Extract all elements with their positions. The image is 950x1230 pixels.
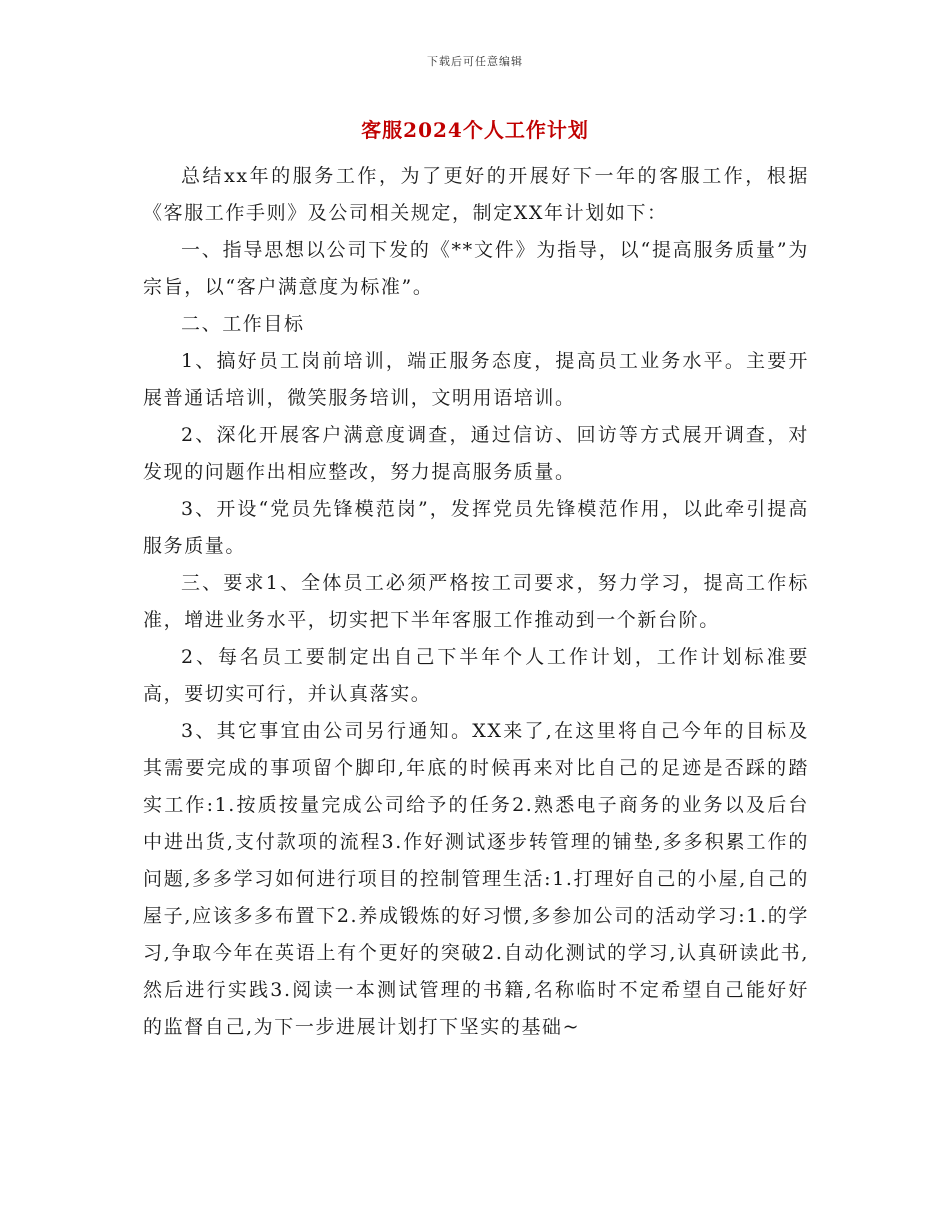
paragraph-goals-heading: 二、工作目标 — [181, 313, 305, 335]
document-title: 客服2024个人工作计划 — [361, 118, 589, 142]
header-note: 下载后可任意编辑 — [427, 55, 523, 68]
paragraph-requirement-3: 3、其它事宜由公司另行通知。XX来了,在这里将自己今年的目标及其需要完成的事项留个脚印,年底的时候再来对比自己的足迹是否踩的踏实工作:1.按质按量完成公司给予的任务2.熟悉电子商务的业务以及后台中进出货,支付款项的流程3.作好测试逐步转管理的铺垫,多多积累工作的问题,多多学习如何进行项目的控制管理生活:1.打理好自己的小屋,自己的屋子,应该多多布置下2.养成锻炼的好习惯,多参加公司的活动学习:1.的学习,争取今年在英语上有个更好的突破2.自动化测试的学习,认真研读此书,然后进行实践3.阅读一本测试管理的书籍,名称临时不定希望自己能好好的监督自己,为下一步进展计划打下坚实的基础~ — [143, 720, 809, 1038]
paragraph-requirement-2: 2、每名员工要制定出自己下半年个人工作计划，工作计划标准要高，要切实可行，并认真落实。 — [143, 646, 809, 705]
paragraph-guiding-principle: 一、指导思想以公司下发的《**文件》为指导，以“提高服务质量”为宗旨，以“客户满意度为标准”。 — [143, 239, 809, 298]
paragraph-goal-1: 1、搞好员工岗前培训，端正服务态度，提高员工业务水平。主要开展普通话培训，微笑服务培训，文明用语培训。 — [143, 350, 809, 409]
document-body — [143, 158, 809, 1046]
paragraph-goal-3: 3、开设“党员先锋模范岗”，发挥党员先锋模范作用，以此牵引提高服务质量。 — [143, 498, 809, 557]
paragraph-requirement-1: 三、要求1、全体员工必须严格按工司要求，努力学习，提高工作标准，增进业务水平，切实把下半年客服工作推动到一个新台阶。 — [143, 572, 809, 631]
paragraph-intro: 总结xx年的服务工作，为了更好的开展好下一年的客服工作，根据《客服工作手则》及公司相关规定，制定XX年计划如下： — [143, 165, 809, 224]
paragraph-goal-2: 2、深化开展客户满意度调查，通过信访、回访等方式展开调查，对发现的问题作出相应整改，努力提高服务质量。 — [143, 424, 809, 483]
